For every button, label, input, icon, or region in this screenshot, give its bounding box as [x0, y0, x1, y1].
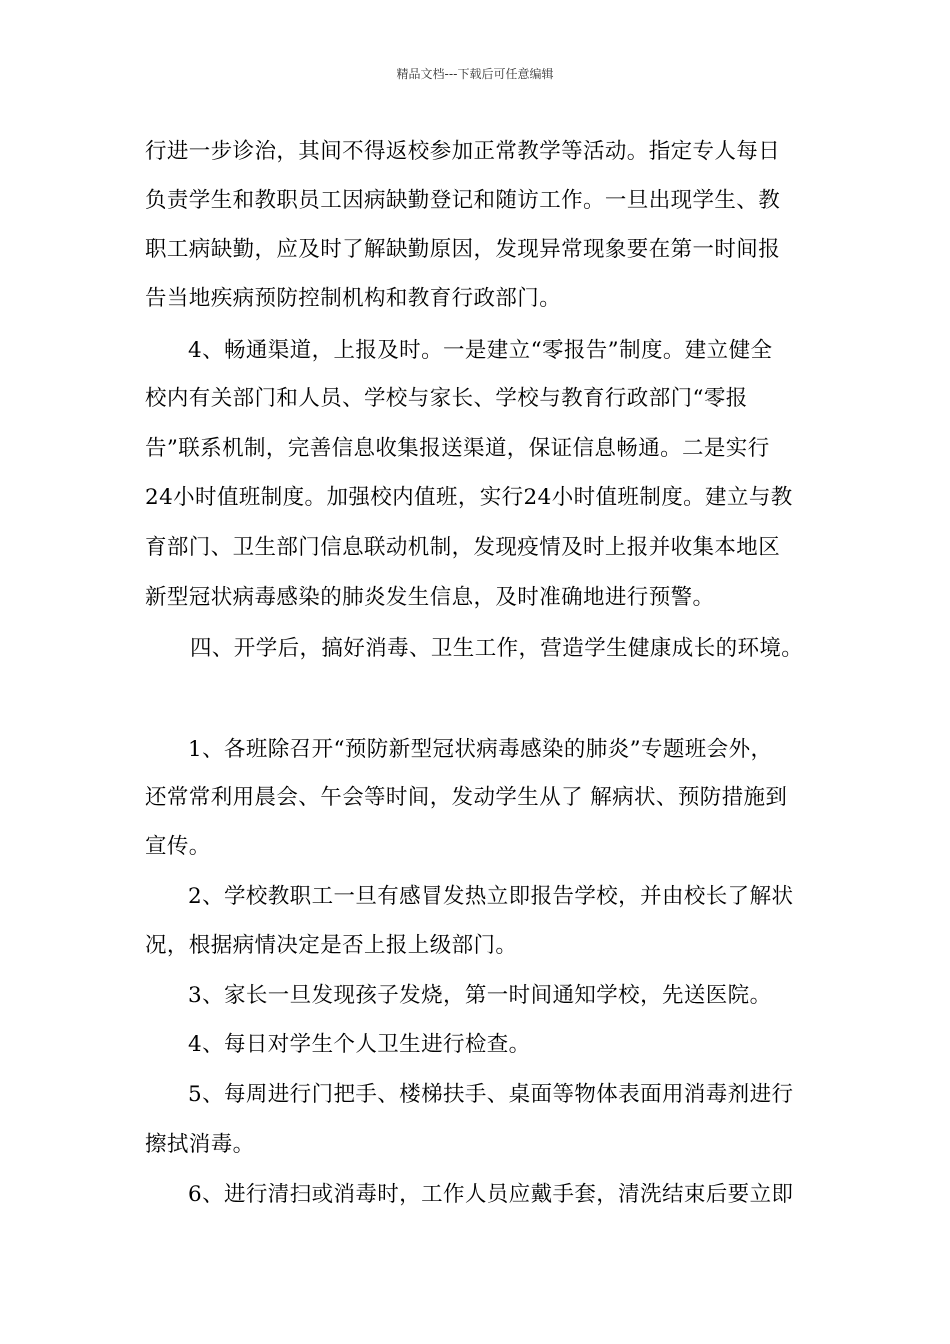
paragraph-line: 校内有关部门和人员、学校与家长、学校与教育行政部门“零报 [145, 386, 748, 411]
paragraph-line: 擦拭消毒。 [145, 1132, 255, 1157]
paragraph-line: 新型冠状病毒感染的肺炎发生信息，及时准确地进行预警。 [145, 585, 715, 610]
paragraph-line: 3、家长一旦发现孩子发烧，第一时间通知学校，先送医院。 [188, 983, 772, 1008]
paragraph-line: 24小时值班制度。加强校内值班，实行24小时值班制度。建立与教 [145, 485, 793, 510]
page-header: 精品文档---下载后可任意编辑 [396, 67, 554, 81]
paragraph-line: 育部门、卫生部门信息联动机制，发现疫情及时上报并收集本地区 [145, 535, 781, 560]
paragraph-line: 还常常利用晨会、午会等时间，发动学生从了 解病状、预防措施到 [145, 785, 788, 810]
paragraph-line: 况，根据病情决定是否上报上级部门。 [145, 933, 518, 958]
paragraph-line: 行进一步诊治，其间不得返校参加正常教学等活动。指定专人每日 [145, 139, 781, 164]
paragraph-line: 4、畅通渠道，上报及时。一是建立“零报告”制度。建立健全 [188, 338, 773, 363]
paragraph-line: 告”联系机制，完善信息收集报送渠道，保证信息畅通。二是实行 [145, 436, 770, 461]
section-heading: 四、开学后，搞好消毒、卫生工作，营造学生健康成长的环境。 [190, 636, 804, 661]
paragraph-line: 负责学生和教职员工因病缺勤登记和随访工作。一旦出现学生、教 [145, 188, 781, 213]
paragraph-line: 5、每周进行门把手、楼梯扶手、桌面等物体表面用消毒剂进行 [188, 1082, 794, 1107]
paragraph-line: 宣传。 [145, 834, 211, 859]
paragraph-line: 告当地疾病预防控制机构和教育行政部门。 [145, 286, 562, 311]
paragraph-line: 2、学校教职工一旦有感冒发热立即报告学校，并由校长了解状 [188, 884, 794, 909]
paragraph-line: 职工病缺勤，应及时了解缺勤原因，发现异常现象要在第一时间报 [145, 237, 781, 262]
paragraph-line: 6、进行清扫或消毒时，工作人员应戴手套，清洗结束后要立即 [188, 1182, 794, 1207]
paragraph-line: 4、每日对学生个人卫生进行检查。 [188, 1032, 531, 1057]
paragraph-line: 1、各班除召开“预防新型冠状病毒感染的肺炎”专题班会外， [188, 737, 773, 762]
